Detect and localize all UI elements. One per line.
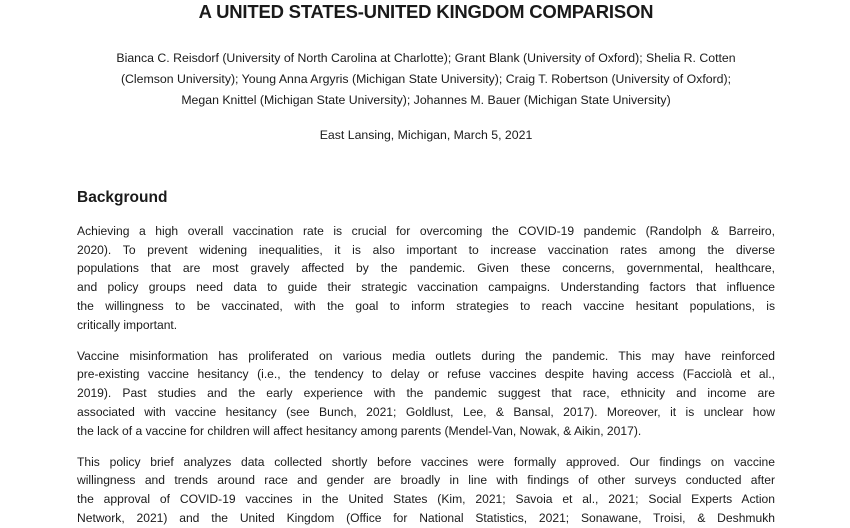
author-line [77,48,775,69]
paragraph [77,222,775,334]
paragraph-line: 2020). To prevent widening inequalities, it is also important to increase vaccination rates among the diverse [77,242,775,257]
author-line [77,69,775,90]
author-line-text: Bianca C. Reisdorf (University of North Carolina at Charlotte); Grant Blank (University of Oxford); Shelia R. Cotten [116,51,736,65]
paragraph-line: associated with vaccine hesitancy (see Bunch, 2021; Goldlust, Lee, & Bansal, 2017). Moreover, it is unclear how [77,404,775,419]
dateline [77,126,775,145]
paragraph [77,347,775,441]
paragraph-line: This policy brief analyzes data collected shortly before vaccines were formally approved. Our findings on vaccine [77,454,775,469]
paragraph-line: the approval of COVID-19 vaccines in the United States (Kim, 2021; Savoia et al., 2021; Social Experts Action [77,492,775,507]
paragraph-line: Network, 2021) and the United Kingdom (Office for National Statistics, 2021; Sonawane, Troisi, & Deshmukh [77,510,775,525]
paragraph-line: populations that are most gravely affected by the pandemic. Given these concerns, governmental, healthcare, [77,261,775,276]
paragraph-line: Vaccine misinformation has proliferated on various media outlets during the pandemic. This may have reinforced [77,348,775,363]
section-heading-background: Background [77,189,168,206]
paragraph-line: pre-existing vaccine hesitancy (i.e., the tendency to delay or refuse vaccines despite having access (Facciolà et al., [77,367,775,382]
author-line-text: Megan Knittel (Michigan State University); Johannes M. Bauer (Michigan State University) [181,93,671,107]
paragraph-line: 2019). Past studies and the early experience with the pandemic suggest that race, ethnicity and income are [77,386,775,401]
paragraph-line: critically important. [77,317,178,332]
document-title [77,1,775,23]
document-title-text: A UNITED STATES-UNITED KINGDOM COMPARISON [198,1,654,22]
paragraph [77,453,775,528]
author-line-text: (Clemson University); Young Anna Argyris (Michigan State University); Craig T. Robertson (University of Oxford); [120,72,732,86]
paragraph-line: the lack of a vaccine for children will affect hesitancy among parents (Mendel-Van, Nowak, & Aikin, 2017). [77,423,642,438]
paragraph-line: Achieving a high overall vaccination rate is crucial for overcoming the COVID-19 pandemic (Randolph & Barreiro, [77,224,775,238]
paragraph-line: and policy groups need data to guide their strategic vaccination campaigns. Understanding factors that influence [77,280,775,295]
paragraph-line: the willingness to be vaccinated, with the goal to inform strategies to reach vaccine hesitant populations, is [77,298,775,313]
dateline-text: East Lansing, Michigan, March 5, 2021 [319,128,533,142]
author-line [77,90,775,111]
paragraph-line: willingness and trends around race and gender are broadly in line with findings of other surveys conducted after [77,473,775,488]
author-block [77,48,775,111]
